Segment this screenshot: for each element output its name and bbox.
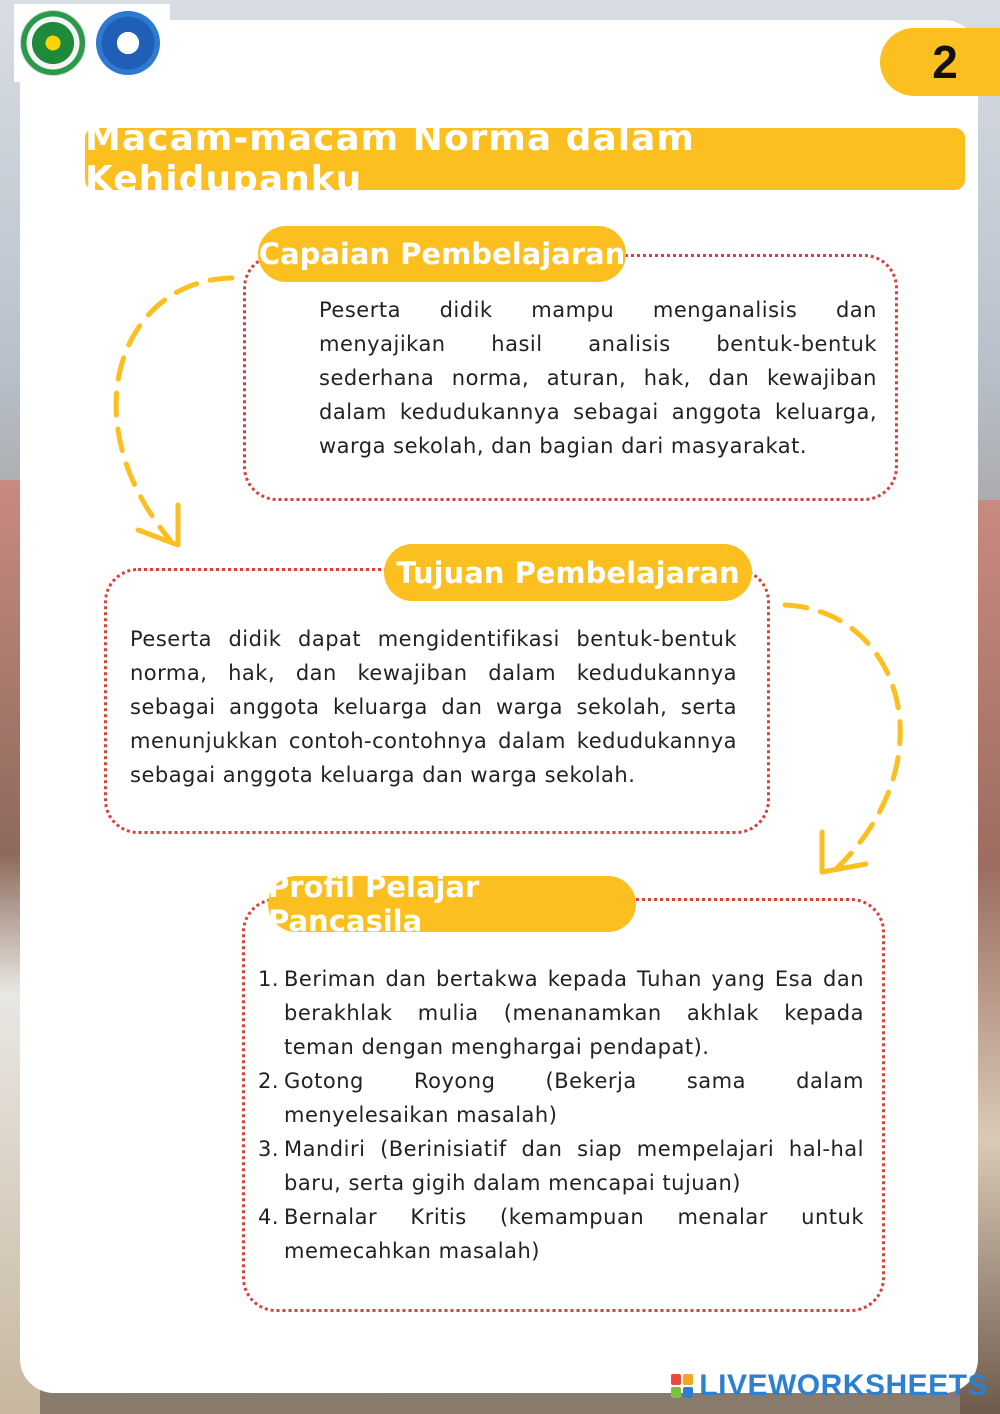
university-logo-icon — [20, 10, 86, 76]
list-number: 3. — [258, 1137, 280, 1161]
watermark-text: LIVEWORKSHEETS — [699, 1369, 988, 1402]
tut-wuri-handayani-logo-icon — [96, 11, 160, 75]
list-text: Gotong Royong (Bekerja sama dalam menyelesaikan masalah) — [284, 1069, 864, 1127]
list-item — [258, 962, 864, 1064]
list-item — [258, 1132, 864, 1200]
list-item — [258, 1200, 864, 1268]
list-text: Mandiri (Berinisiatif dan siap mempelajari hal-hal baru, serta gigih dalam mencapai tujuan) — [284, 1137, 864, 1195]
profil-heading: Profil Pelajar Pancasila — [268, 876, 636, 932]
liveworksheets-logo-icon — [671, 1374, 693, 1398]
capaian-text: Peserta didik mampu menganalisis dan menyajikan hasil analisis bentuk-bentuk sederhana norma, aturan, hak, dan kewajiban dalam kedudukannya sebagai anggota keluarga, warga sekolah, dan bagian dari masyarakat. — [319, 298, 877, 458]
logo-strip — [14, 4, 170, 82]
list-item — [258, 1064, 864, 1132]
list-number: 2. — [258, 1069, 280, 1093]
profil-list — [258, 962, 864, 1268]
list-number: 4. — [258, 1205, 280, 1229]
liveworksheets-watermark[interactable] — [671, 1368, 988, 1404]
capaian-heading: Capaian Pembelajaran — [258, 226, 626, 282]
list-text: Beriman dan bertakwa kepada Tuhan yang Esa dan berakhlak mulia (menanamkan akhlak kepada teman dengan menghargai pendapat). — [284, 967, 864, 1059]
page-number-badge: 2 — [880, 28, 1000, 96]
page-title: Macam-macam Norma dalam Kehidupanku — [85, 128, 965, 190]
list-text: Bernalar Kritis (kemampuan menalar untuk memecahkan masalah) — [284, 1205, 864, 1263]
list-number: 1. — [258, 967, 280, 991]
tujuan-text: Peserta didik dapat mengidentifikasi bentuk-bentuk norma, hak, dan kewajiban dalam kedudukannya sebagai anggota keluarga dan warga sekolah, serta menunjukkan contoh-contohnya dalam kedudukannya sebagai anggota keluarga dan warga sekolah. — [130, 627, 737, 787]
tujuan-heading: Tujuan Pembelajaran — [384, 544, 752, 601]
